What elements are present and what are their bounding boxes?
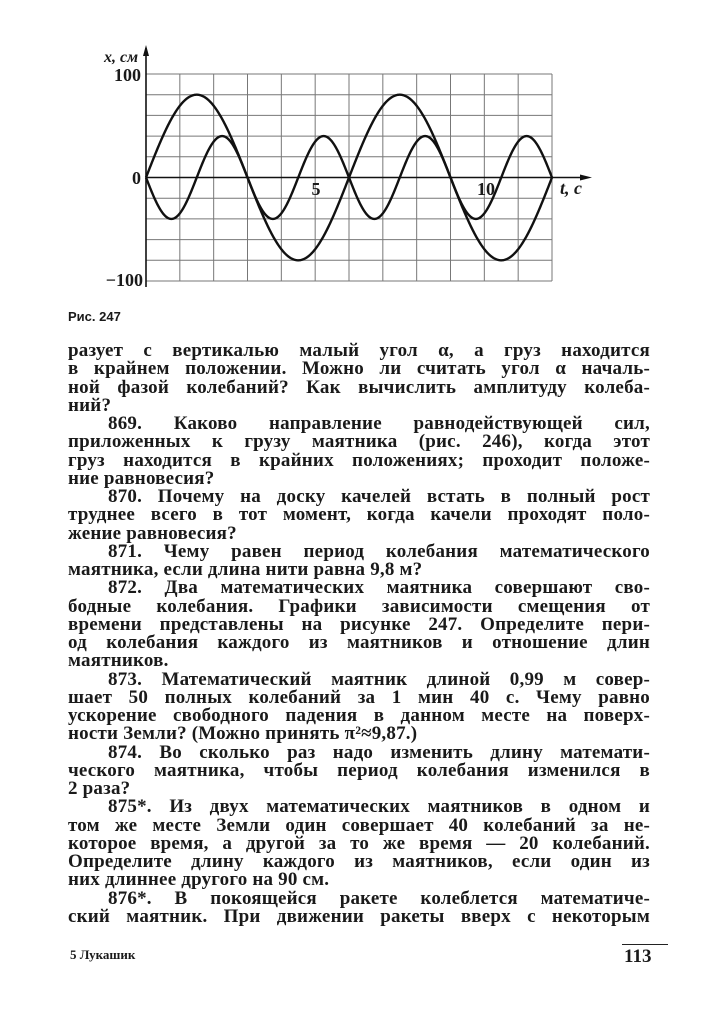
line-text: Каково направление равнодействующей сил,	[173, 413, 650, 434]
line-text: жение равновесия?	[68, 522, 237, 544]
line-text: Математический маятник длиной 0,99 м совер-	[161, 668, 650, 690]
problem-number: 874.	[108, 741, 143, 763]
problem-number: 875*.	[108, 796, 152, 818]
x-tick-label: 10	[477, 179, 495, 199]
line-text: том же месте Земли один совершает 40 колебаний за не-	[68, 814, 650, 836]
line-text: Почему на доску качелей встать в полный рост	[157, 486, 650, 507]
line-text: бодные колебания. Графики зависимости смещения от	[68, 595, 650, 617]
line-text: ной фазой колебаний? Как вычислить амплитуду колеба-	[68, 376, 650, 398]
y-tick-label: 0	[132, 168, 141, 188]
line-text: них длиннее другого на 90 см.	[68, 869, 330, 891]
problem-number: 870.	[108, 486, 143, 507]
line-text: груз находится в крайних положениях; проходит положе-	[68, 449, 650, 471]
line-text: ности Земли? (Можно принять π²≈9,87.)	[68, 723, 418, 745]
line-text: ний?	[68, 394, 112, 416]
line-text: которое время, а другой за то же время — 20 колебаний.	[68, 832, 650, 854]
line-text: разует с вертикалью малый угол α, а груз находится	[68, 340, 650, 361]
figure-247-chart	[0, 0, 722, 310]
line-text: ускорение свободного падения в данном месте на поверх-	[68, 705, 650, 726]
line-text: в крайнем положении. Можно ли считать угол α началь-	[68, 358, 650, 380]
text-line	[68, 759, 650, 781]
y-tick-label: −100	[105, 270, 143, 290]
line-text: Определите длину каждого из маятников, если один из	[68, 851, 650, 872]
line-text: Два математических маятника совершают сво-	[164, 577, 650, 599]
body-text	[68, 342, 650, 926]
problem-number: 872.	[108, 577, 143, 599]
problem-number: 871.	[108, 540, 143, 562]
footer-author: 5 Лукашик	[70, 947, 136, 962]
line-text: времени представлены на рисунке 247. Определите пери-	[68, 613, 650, 635]
problem-number: 876*.	[108, 887, 152, 909]
line-text: ческого маятника, чтобы период колебания изменился в	[68, 759, 650, 781]
line-text: од колебания каждого из маятников и отношение длин	[68, 632, 650, 653]
text-line	[68, 376, 650, 398]
line-text: шает 50 полных колебаний за 1 мин 40 с. Чему равно	[68, 686, 650, 708]
x-tick-label: 5	[311, 179, 321, 199]
line-text: труднее всего в тот момент, когда качели проходят поло-	[68, 504, 650, 526]
figure-caption: Рис. 247	[68, 309, 121, 324]
line-text: приложенных к грузу маятника (рис. 246), когда этот	[68, 431, 650, 453]
line-text: Чему равен период колебания математического	[163, 540, 650, 562]
y-tick-label: 100	[114, 65, 141, 85]
line-text: ние равновесия?	[68, 467, 215, 489]
x-axis-label: t, с	[560, 178, 582, 198]
line-text: маятников.	[68, 650, 169, 672]
line-text: В покоящейся ракете колеблется математиче-	[174, 887, 651, 909]
problem-number: 869.	[108, 413, 143, 434]
line-text: маятника, если длина нити равна 9,8 м?	[68, 559, 423, 580]
text-line	[68, 905, 650, 927]
line-text: ский маятник. При движении ракеты вверх с некоторым	[68, 905, 650, 927]
y-axis-label: x, см	[104, 49, 139, 66]
axes	[143, 45, 592, 287]
y-axis-arrow-icon	[143, 45, 149, 56]
line-text: Во сколько раз надо изменить длину математи-	[159, 741, 650, 763]
page-number: 113	[624, 946, 652, 967]
line-text: Из двух математических маятников в одном и	[169, 796, 650, 818]
problem-number: 873.	[108, 668, 143, 690]
line-text: 2 раза?	[68, 778, 131, 799]
page-number-rule	[622, 944, 668, 945]
